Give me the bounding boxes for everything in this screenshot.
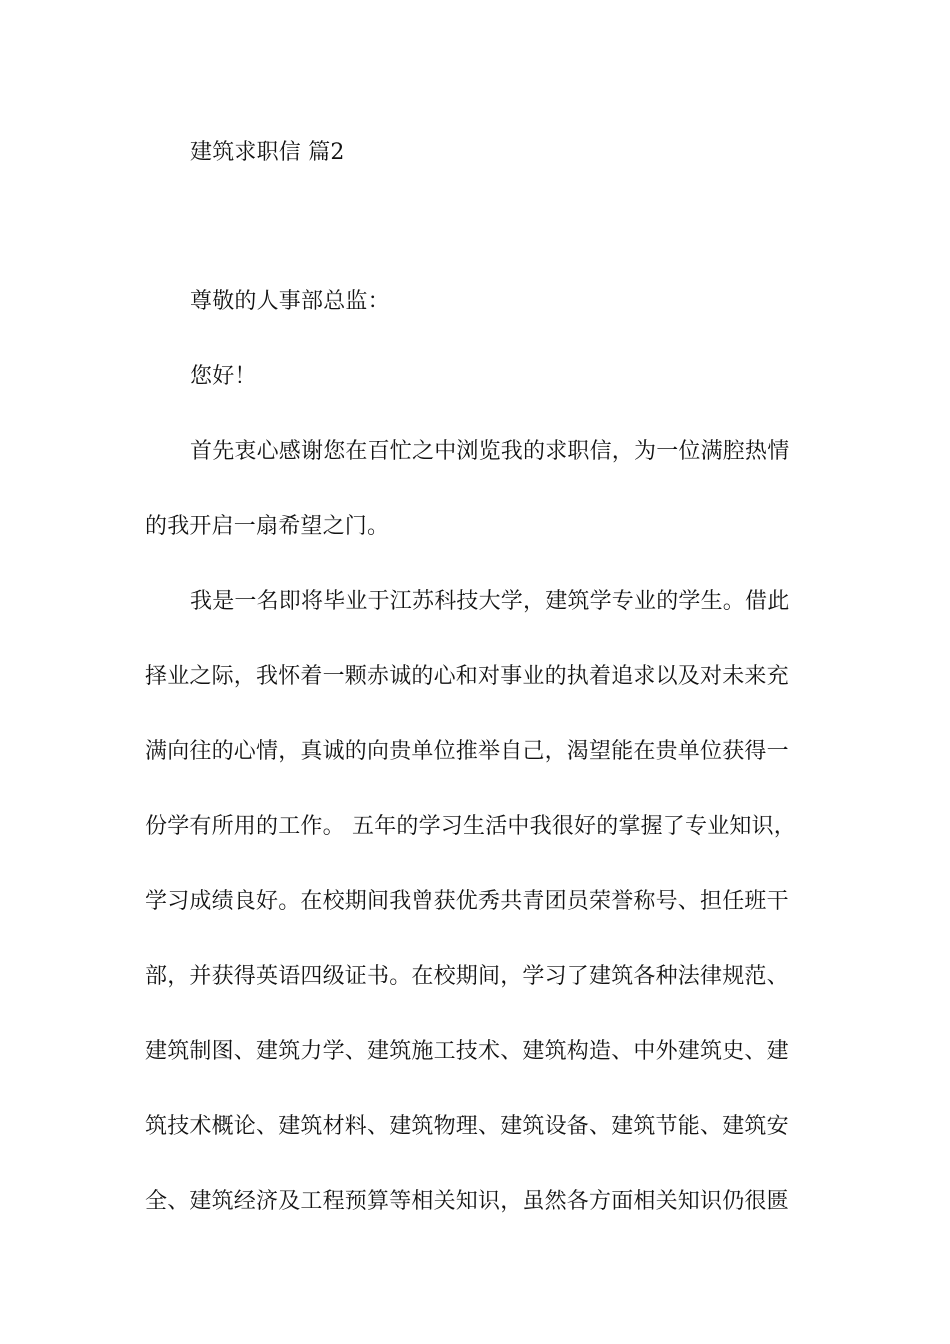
paragraph-line: 我是一名即将毕业于江苏科技大学，建筑学专业的学生。借此 bbox=[190, 589, 790, 614]
paragraph-line: 首先衷心感谢您在百忙之中浏览我的求职信，为一位满腔热情 bbox=[190, 439, 790, 464]
paragraph-line: 筑技术概论、建筑材料、建筑物理、建筑设备、建筑节能、建筑安 bbox=[145, 1114, 789, 1139]
paragraph-line: 择业之际，我怀着一颗赤诚的心和对事业的执着追求以及对未来充 bbox=[145, 664, 789, 689]
paragraph-line: 满向往的心情，真诚的向贵单位推举自己，渴望能在贵单位获得一 bbox=[145, 739, 789, 764]
document-title: 建筑求职信 篇2 bbox=[190, 140, 345, 165]
salutation: 尊敬的人事部总监： bbox=[190, 289, 390, 314]
paragraph-line: 学习成绩良好。在校期间我曾获优秀共青团员荣誉称号、担任班干 bbox=[145, 889, 789, 914]
greeting: 您好！ bbox=[190, 364, 257, 389]
paragraph-line: 建筑制图、建筑力学、建筑施工技术、建筑构造、中外建筑史、建 bbox=[145, 1039, 789, 1064]
paragraph-line: 的我开启一扇希望之门。 bbox=[145, 514, 390, 539]
paragraph-line: 全、建筑经济及工程预算等相关知识，虽然各方面相关知识仍很匮 bbox=[145, 1189, 789, 1214]
paragraph-line: 份学有所用的工作。 五年的学习生活中我很好的掌握了专业知识， bbox=[145, 814, 796, 839]
paragraph-line: 部，并获得英语四级证书。在校期间，学习了建筑各种法律规范、 bbox=[145, 964, 789, 989]
